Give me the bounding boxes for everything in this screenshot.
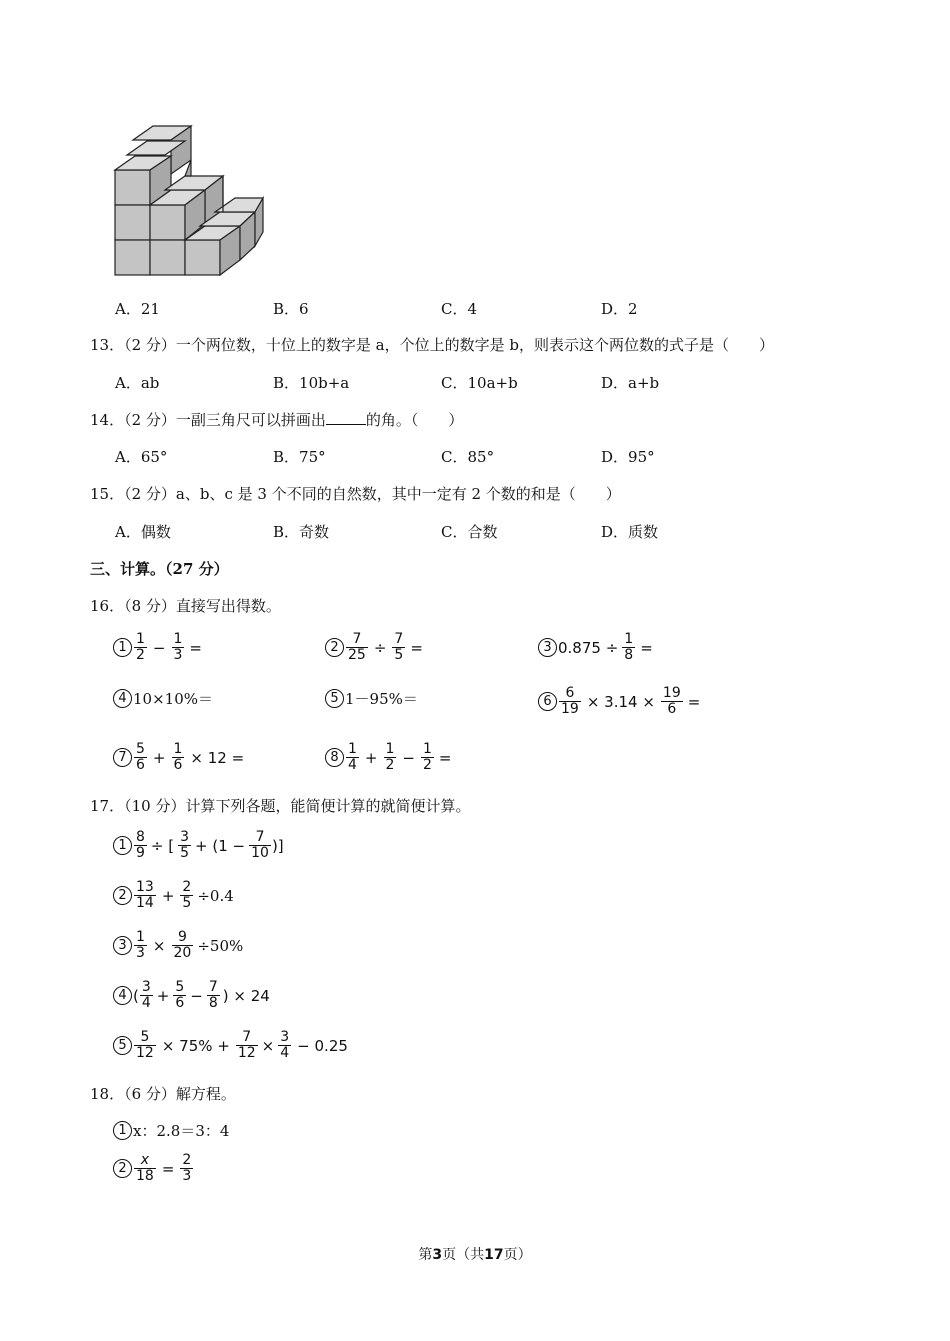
expression-text: 10×10%＝ [133,690,213,708]
fraction: $\frac{7}{8}$ [208,979,218,1012]
q12-option-c: C．4 [441,300,478,318]
fraction: $\frac{3}{5}$ [180,829,190,862]
fraction: $\frac{5}{6}$ [136,741,145,774]
fraction: $\frac{3}{4}$ [280,1029,290,1062]
total-pages: 17 [484,1247,504,1263]
circled-number: 2 [113,886,132,905]
q12-option-d: D．2 [601,300,638,318]
cube-stack-figure [105,120,275,280]
q16-problem-7 [113,742,244,774]
footer-text: 第 [418,1247,433,1263]
q12-option-a: A．21 [115,300,160,318]
circled-number: 4 [113,986,132,1005]
q13-stem: 13．（2 分）一个两位数，十位上的数字是 a，个位上的数字是 b，则表示这个两位数的式子是（ ） [90,336,774,354]
q16-problem-6 [538,686,700,718]
circled-number: 8 [325,748,344,767]
fraction: $\frac{7}{10}$ [251,829,269,862]
q12-option-b: B．6 [273,300,309,318]
operator: − [152,638,166,657]
equals: = [410,638,423,657]
q14-stem-a: 14．（2 分）一副三角尺可以拼画出 [90,411,326,429]
expression-text: )] [271,836,284,855]
expression-text: × 12 = [190,748,245,767]
footer-text: 页） [503,1247,532,1263]
q14-option-d: D．95° [601,448,655,466]
circled-number: 5 [113,1036,132,1055]
operator: ÷ [373,638,387,657]
section-heading: 三、计算。（27 分） [90,560,229,578]
circled-number: 1 [113,638,132,657]
q15-option-c: C．合数 [441,523,498,541]
fraction: $\frac{1}{2}$ [423,741,432,774]
q16-problem-5 [325,688,418,709]
operator: − [402,748,415,767]
fraction: $\frac{2}{3}$ [182,1152,192,1185]
q16-problem-1 [113,632,202,664]
q15-option-b: B．奇数 [273,523,330,541]
fraction: $\frac{6}{19}$ [561,685,579,718]
fraction: $\frac{3}{4}$ [141,979,151,1012]
q13-option-d: D．a+b [601,374,660,392]
circled-number: 1 [113,1121,132,1140]
operator: + [152,748,166,767]
circled-number: 5 [325,689,344,708]
q17-problem-4 [113,980,270,1012]
circled-number: 3 [113,936,132,955]
fraction: $\frac{5}{12}$ [136,1029,154,1062]
q18-problem-2 [113,1153,194,1185]
circled-number: 3 [538,638,557,657]
page-number: 3 [432,1247,443,1263]
expression-text: 0.875 ÷ [558,638,619,657]
operator: − [190,986,203,1005]
expression-text: − 0.25 [297,1036,348,1055]
fraction: $\frac{8}{9}$ [136,829,145,862]
q17-problem-1 [113,830,284,862]
fraction: $\frac{1}{8}$ [624,631,634,664]
q14-stem [90,409,463,430]
footer-text: 页（共 [442,1247,485,1263]
q15-option-d: D．质数 [601,523,659,541]
q14-option-b: B．75° [273,448,326,466]
fraction: $\frac{2}{5}$ [182,879,192,912]
fraction: $\frac{1}{6}$ [173,741,183,774]
expression-text: ( [133,986,139,1005]
q17-problem-3 [113,930,243,962]
expression-text: ÷50% [197,936,244,955]
q17-problem-2 [113,880,234,912]
q14-option-c: C．85° [441,448,495,466]
q14-stem-b: 的角。（ ） [365,411,464,429]
q17-stem: 17．（10 分）计算下列各题，能简便计算的就简便计算。 [90,797,471,815]
circled-number: 7 [113,748,132,767]
expression-text: ) × 24 [222,986,270,1005]
fraction: $\frac{9}{20}$ [173,929,192,962]
q15-option-a: A．偶数 [115,523,171,541]
fraction: $\frac{19}{6}$ [662,685,681,718]
fraction: $\frac{x}{18}$ [136,1152,154,1185]
fraction: $\frac{1}{2}$ [385,741,395,774]
equals: = [438,748,452,767]
fraction: $\frac{1}{3}$ [173,631,183,664]
fraction: $\frac{1}{3}$ [136,929,145,962]
circled-number: 2 [325,638,344,657]
expression-text: + (1 − [195,836,246,855]
expression-text: × 75% + [161,1036,230,1055]
q16-problem-8 [325,742,452,774]
q16-problem-2 [325,632,423,664]
fraction: $\frac{1}{2}$ [136,631,145,664]
circled-number: 2 [113,1159,132,1178]
equals: = [640,638,653,657]
circled-number: 4 [113,689,132,708]
operator: × [152,936,166,955]
page-footer [0,1244,950,1264]
q17-problem-5 [113,1030,348,1062]
operator: ÷ [ [150,836,175,855]
q13-option-b: B．10b+a [273,374,350,392]
expression-text: 1－95%＝ [345,690,418,708]
fraction: $\frac{7}{25}$ [348,631,366,664]
q14-option-a: A．65° [115,448,168,466]
q18-stem: 18．（6 分）解方程。 [90,1085,236,1103]
fraction: $\frac{7}{5}$ [394,631,404,664]
operator: + [156,986,170,1005]
circled-number: 1 [113,836,132,855]
q16-problem-3 [538,632,653,664]
fraction: $\frac{1}{4}$ [348,741,357,774]
operator: + [364,748,378,767]
equals: = [189,638,202,657]
equals: = [161,1159,175,1178]
fraction: $\frac{7}{12}$ [237,1029,256,1062]
expression-text: ÷0.4 [197,886,234,905]
equals: = [687,692,701,711]
q15-stem: 15．（2 分）a、b、c 是 3 个不同的自然数，其中一定有 2 个数的和是（ ） [90,485,621,503]
operator: × [261,1036,275,1055]
q14-blank [326,410,366,425]
q13-option-a: A．ab [115,374,160,392]
q13-option-c: C．10a+b [441,374,518,392]
fraction: $\frac{13}{14}$ [136,879,154,912]
operator: + [161,886,175,905]
equation-text: x：2.8＝3：4 [133,1122,230,1140]
q16-stem: 16．（8 分）直接写出得数。 [90,597,281,615]
expression-text: × 3.14 × [586,692,655,711]
q16-problem-4 [113,688,213,709]
circled-number: 6 [538,692,557,711]
q18-problem-1 [113,1120,229,1141]
fraction: $\frac{5}{6}$ [175,979,185,1012]
